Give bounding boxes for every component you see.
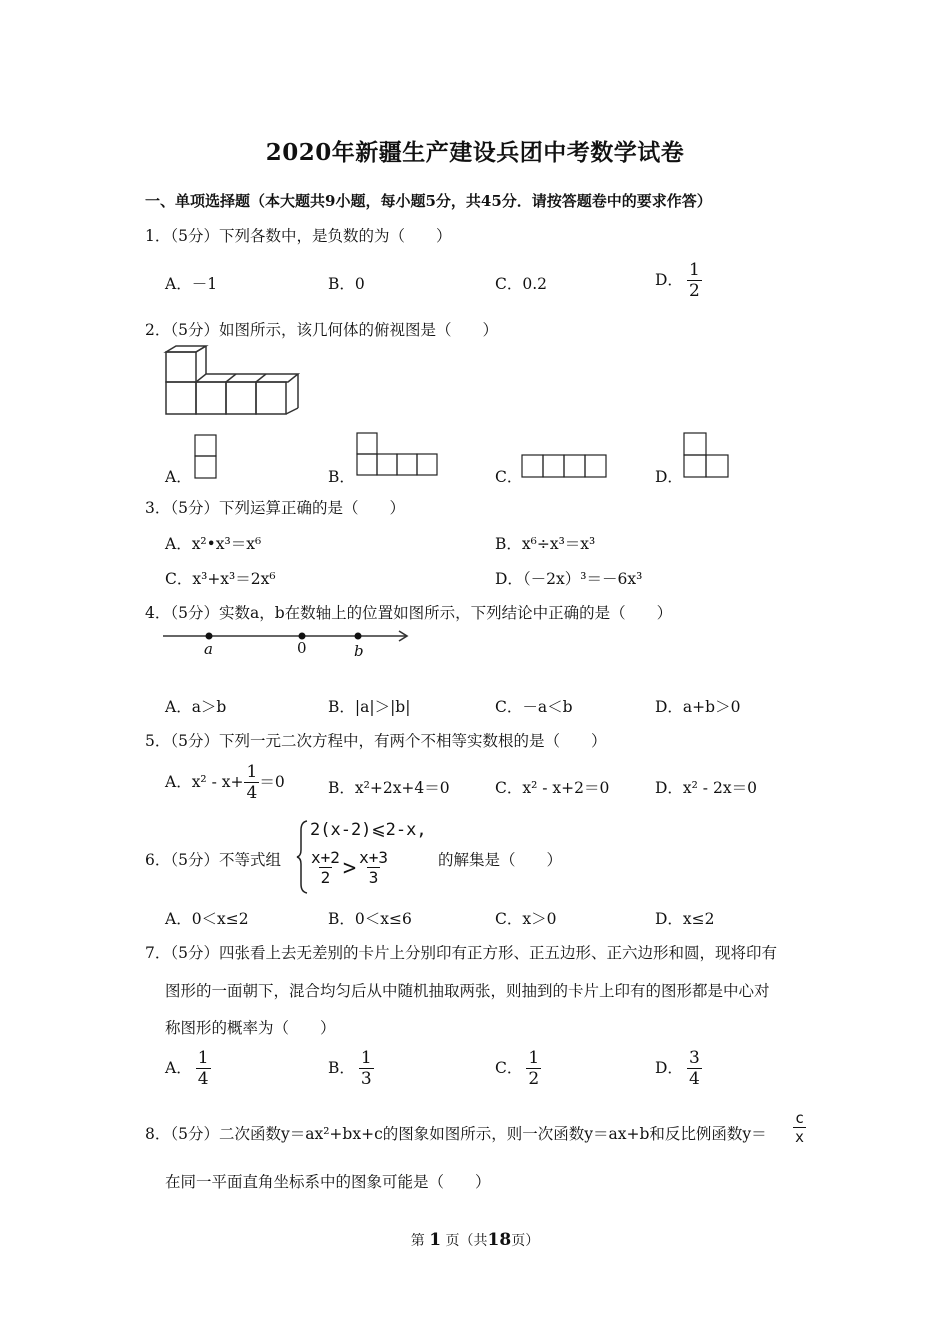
- q3-option-c: C．x³+x³＝2x⁶: [165, 570, 276, 588]
- q5-option-b: B．x²+2x+4＝0: [328, 779, 450, 797]
- q7-option-a: [165, 1050, 211, 1088]
- q8-fraction: [793, 1111, 806, 1145]
- q2-option-b-figure: [356, 432, 440, 478]
- question-6-stem-end: 的解集是（ ）: [438, 851, 563, 869]
- q2-option-c-figure: [521, 454, 609, 480]
- question-4-stem: 4．（5分）实数a，b在数轴上的位置如图所示，下列结论中正确的是（ ）: [145, 604, 673, 622]
- fraction-numerator: x+3: [359, 848, 389, 867]
- q1-option-d-label: D．: [655, 271, 683, 289]
- question-1-stem: 1．（5分）下列各数中，是负数的为（ ）: [145, 227, 452, 245]
- q7-option-a-fraction: [196, 1050, 211, 1088]
- question-3-stem: 3．（5分）下列运算正确的是（ ）: [145, 499, 405, 517]
- q5-option-a: [165, 764, 285, 802]
- fraction-denominator: 2: [688, 281, 700, 301]
- q4-number-line: [163, 627, 413, 661]
- q1-option-d-fraction: [687, 262, 702, 300]
- fraction-denominator: 2: [320, 868, 331, 887]
- q6-greater-than: >: [342, 855, 357, 881]
- question-2-stem: 2．（5分）如图所示，该几何体的俯视图是（ ）: [145, 321, 498, 339]
- fraction-numerator: 1: [688, 260, 700, 280]
- q5-option-a-prefix: A．x² - x+: [165, 773, 244, 791]
- q7-option-b-label: B．: [328, 1059, 355, 1077]
- q2-option-c: C．: [495, 468, 523, 486]
- page-footer: [0, 1230, 950, 1250]
- q2-option-d-figure: [683, 432, 731, 480]
- q8-fraction-body: [793, 1111, 806, 1145]
- fraction-denominator: 3: [368, 868, 379, 887]
- footer-middle: 页（共: [445, 1233, 488, 1249]
- q7-option-a-label: A．: [165, 1059, 192, 1077]
- fraction-numerator: 3: [688, 1048, 700, 1068]
- point-b-marker: [355, 633, 362, 640]
- fraction-numerator: 1: [197, 1048, 209, 1068]
- q5-option-a-suffix: ＝0: [259, 773, 285, 791]
- q7-option-b: [328, 1050, 374, 1088]
- q5-option-c: C．x² - x+2＝0: [495, 779, 610, 797]
- q4-option-a: A．a＞b: [165, 698, 227, 716]
- q7-option-c-fraction: [526, 1050, 541, 1088]
- fraction-denominator: 4: [688, 1069, 700, 1089]
- q7-option-b-fraction: [359, 1050, 374, 1088]
- q5-option-a-fraction: [244, 764, 259, 802]
- q7-option-d: [655, 1050, 702, 1088]
- question-8-line-2: 在同一平面直角坐标系中的图象可能是（ ）: [165, 1173, 491, 1191]
- number-line-label-a: a: [204, 640, 213, 658]
- q7-option-c: [495, 1050, 541, 1088]
- q1-option-d: [655, 262, 702, 300]
- fraction-numerator: x+2: [311, 848, 340, 867]
- q6-right-fraction: [357, 850, 390, 886]
- number-line-label-b: b: [354, 642, 364, 660]
- q6-inequality-1: 2(x-2)⩽2-x,: [310, 820, 427, 840]
- question-7-line-2: 图形的一面朝下，混合均匀后从中随机抽取两张，则抽到的卡片上印有的图形都是中心对: [165, 982, 770, 1000]
- fraction-denominator: x: [795, 1128, 805, 1146]
- q1-option-b: B．0: [328, 275, 365, 293]
- q2-option-d: D．: [655, 468, 683, 486]
- q6-option-a: A．0＜x≤2: [165, 910, 249, 928]
- footer-page-number: 1: [429, 1230, 442, 1250]
- q3-option-d: D．（－2x）³＝－6x³: [495, 570, 643, 588]
- question-7-line-3: 称图形的概率为（ ）: [165, 1019, 336, 1037]
- q1-option-a: A．－1: [165, 275, 218, 293]
- footer-total-pages: 18: [487, 1230, 512, 1250]
- q6-option-b: B．0＜x≤6: [328, 910, 412, 928]
- q1-option-c: C．0.2: [495, 275, 548, 293]
- number-line-label-0: 0: [297, 639, 307, 657]
- q2-option-a-figure: [194, 434, 218, 480]
- question-5-stem: 5．（5分）下列一元二次方程中，有两个不相等实数根的是（ ）: [145, 732, 607, 750]
- q2-option-b: B．: [328, 468, 355, 486]
- fraction-denominator: 2: [528, 1069, 540, 1089]
- question-8-line-1: 8．（5分）二次函数y＝ax²+bx+c的图象如图所示，则一次函数y＝ax+b和反比例函数y＝: [145, 1125, 767, 1143]
- q7-option-d-fraction: [687, 1050, 702, 1088]
- fraction-denominator: 4: [197, 1069, 209, 1089]
- q5-option-d: D．x² - 2x＝0: [655, 779, 757, 797]
- q7-option-c-label: C．: [495, 1059, 523, 1077]
- q6-brace: [297, 820, 309, 894]
- q7-option-d-label: D．: [655, 1059, 683, 1077]
- footer-suffix: 页）: [511, 1233, 540, 1249]
- q3-option-b: B．x⁶÷x³＝x³: [495, 535, 596, 553]
- fraction-numerator: 1: [360, 1048, 372, 1068]
- q2-solid-figure: [162, 346, 312, 420]
- q6-left-fraction: [309, 850, 342, 886]
- question-6-stem: 6．（5分）不等式组: [145, 851, 281, 869]
- footer-prefix: 第: [410, 1233, 425, 1249]
- fraction-denominator: 4: [246, 783, 258, 803]
- page-title: 2020年新疆生产建设兵团中考数学试卷: [265, 139, 685, 166]
- q6-option-c: C．x＞0: [495, 910, 557, 928]
- q4-option-d: D．a+b＞0: [655, 698, 741, 716]
- question-7-line-1: 7．（5分）四张看上去无差别的卡片上分别印有正方形、正五边形、正六边形和圆，现将印有: [145, 944, 777, 962]
- fraction-numerator: c: [795, 1109, 805, 1127]
- fraction-numerator: 1: [246, 762, 258, 782]
- q2-option-a: A．: [165, 468, 192, 486]
- section-heading: 一、单项选择题（本大题共9小题，每小题5分，共45分．请按答题卷中的要求作答）: [145, 192, 712, 210]
- q3-option-a: A．x²•x³＝x⁶: [165, 535, 262, 553]
- q4-option-b: B．|a|＞|b|: [328, 698, 411, 716]
- point-a-marker: [206, 633, 213, 640]
- fraction-denominator: 3: [360, 1069, 372, 1089]
- q4-option-c: C．－a＜b: [495, 698, 573, 716]
- q6-inequality-2: [309, 850, 390, 886]
- fraction-numerator: 1: [528, 1048, 540, 1068]
- q6-option-d: D．x≤2: [655, 910, 715, 928]
